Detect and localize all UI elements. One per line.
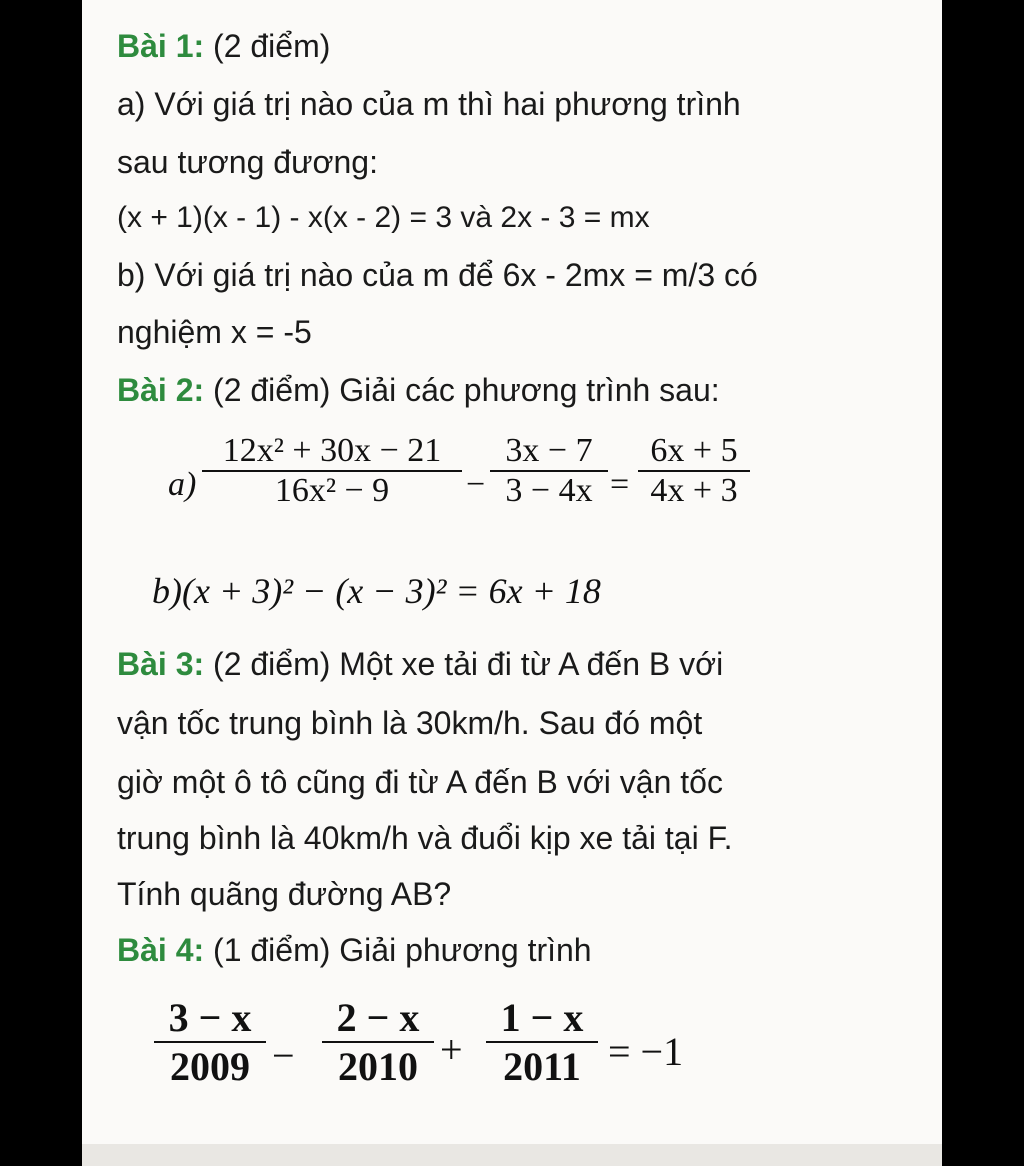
bai2-a-prefix: a) [168,466,197,503]
fraction-denominator: 3 − 4x [505,472,593,509]
fraction-denominator: 16x² − 9 [274,472,390,509]
document-page [82,0,942,1166]
bai1-a-line2: sau tương đương: [117,144,378,180]
bai2-a-fraction1 [202,432,462,510]
fraction-denominator: 2011 [503,1044,581,1089]
bai1-a-line1: a) Với giá trị nào của m thì hai phương trình [117,86,741,122]
bai2-text: (2 điểm) Giải các phương trình sau: [204,372,720,408]
bai3-line4: trung bình là 40km/h và đuổi kịp xe tải tại F. [117,820,733,856]
bai1-b-line1: b) Với giá trị nào của m để 6x - 2mx = m/3 có [117,257,758,293]
bai1-label: Bài 1: [117,28,205,64]
fraction-numerator: 12x² + 30x − 21 [222,432,442,469]
bai4-op1: − [272,1033,295,1078]
bai2-heading [117,370,720,410]
bai1-heading [117,26,330,66]
bai1-b-line2: nghiệm x = -5 [117,314,312,350]
bai2-label: Bài 2: [117,372,205,408]
fraction-denominator: 4x + 3 [650,472,738,509]
bai3-line1-text: (2 điểm) Một xe tải đi từ A đến B với [204,646,724,682]
bai3-line5: Tính quãng đường AB? [117,876,452,912]
bai4-op2: + [440,1027,463,1072]
bai4-heading [117,930,592,970]
bai2-a-fraction3 [638,432,750,510]
fraction-numerator: 2 − x [336,995,420,1040]
page-bottom-edge [82,1144,942,1166]
bai2-a-minus: − [466,466,486,503]
bai4-text: (1 điểm) Giải phương trình [204,932,592,968]
bai3-line3: giờ một ô tô cũng đi từ A đến B với vận tốc [117,764,723,800]
fraction-numerator: 1 − x [500,995,584,1040]
bai1-a-equations: (x + 1)(x - 1) - x(x - 2) = 3 và 2x - 3 = mx [117,201,650,234]
fraction-numerator: 6x + 5 [650,432,738,469]
fraction-denominator: 2010 [338,1044,418,1089]
bai1-points: (2 điểm) [204,28,331,64]
bai3-line1 [117,644,723,684]
bai4-fraction2 [322,994,434,1090]
bai4-fraction3 [486,994,598,1090]
bai4-label: Bài 4: [117,932,205,968]
bai2-a-equals: = [610,466,630,503]
bai2-a-fraction2 [490,432,608,510]
fraction-denominator: 2009 [170,1044,250,1089]
bai4-rhs: = −1 [608,1029,684,1074]
bai2-b-equation: b)(x + 3)² − (x − 3)² = 6x + 18 [152,571,601,611]
bai3-label: Bài 3: [117,646,205,682]
bai4-fraction1 [154,994,266,1090]
fraction-numerator: 3 − x [168,995,252,1040]
bai3-line2: vận tốc trung bình là 30km/h. Sau đó một [117,705,703,741]
fraction-numerator: 3x − 7 [505,432,593,469]
